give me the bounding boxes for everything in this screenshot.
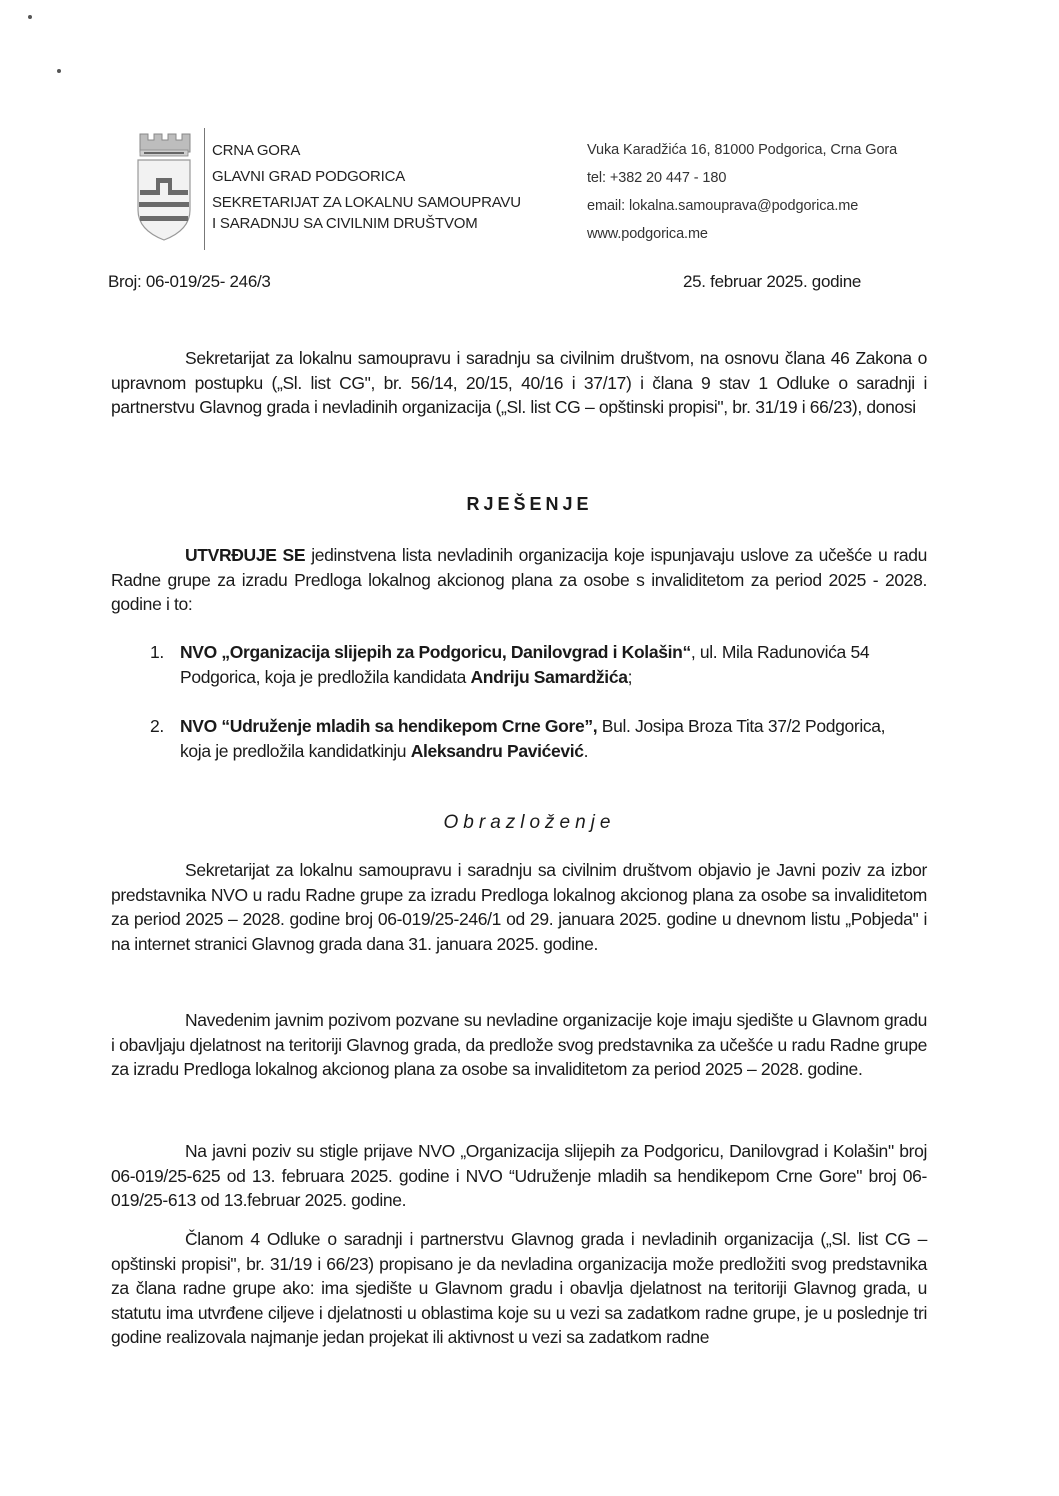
ngo-name: NVO “Udruženje mladih sa hendikepom Crne Gore”, [180,716,598,736]
reasoning-paragraph: Na javni poziv su stigle prijave NVO „Organizacija slijepih za Podgoricu, Danilovgrad i Kolašin" broj 06-019/25-625 od 13. februara 2025. godine i NVO “Udruženje mladih sa hendikepom Crne Gore" broj 06-019/25-613 od 13.februar 2025. godine. [111,1141,927,1210]
reasoning-paragraph: Navedenim javnim pozivom pozvane su nevladine organizacije koje imaju sjedište u Glavnom gradu i obavljaju djelatnost na teritoriji Glavnog grada, da predlože svog predstavnika za učešće u radu Radne grupe za izradu Predloga lokalnog akcionog plana za osobe sa invaliditetom za period 2025 – 2028. godine. [111,1010,927,1079]
ngo-name: NVO „Organizacija slijepih za Podgoricu, Danilovgrad i Kolašin“ [180,642,691,662]
email: email: lokalna.samouprava@podgorica.me [587,198,859,214]
department-name-line1: SEKRETARIJAT ZA LOKALNU SAMOUPRAVU [212,194,521,211]
decision-lead-text: jedinstvena lista nevladinih organizacija koje ispunjavaju uslove za učešće u radu Radne grupe za izradu Predloga lokalnog akcionog plana za osobe s invaliditetom za period 2025 - 2028. godine i to: [111,545,927,614]
podgorica-coat-of-arms-icon [132,132,196,242]
department-name-line2: I SARADNJU SA CIVILNIM DRUŠTVOM [212,215,478,232]
scan-speck [57,69,61,73]
reference-number: Broj: 06-019/25- 246/3 [108,272,271,291]
organization-block [212,138,521,234]
country-name: CRNA GORA [212,142,301,159]
punctuation: . [583,741,589,761]
preamble: Sekretarijat za lokalnu samoupravu i saradnju sa civilnim društvom, na osnovu člana 46 Zakona o upravnom postupku („Sl. list CG", br. 56/14, 20/15, 40/16 i 37/17) i člana 9 stav 1 Odluke o saradnji i partnerstvu Glavnog grada i nevladinih organizacija („Sl. list CG – opštinski propisi", br. 31/19 i 66/23), donosi [111,348,927,417]
reasoning-paragraph: Sekretarijat za lokalnu samoupravu i saradnju sa civilnim društvom objavio je Javni poziv za izbor predstavnika NVO u radu Radne grupe za izradu Predloga lokalnog akcionog plana za osobe sa invaliditetom za period 2025 – 2028. godine broj 06-019/25-246/1 od 29. januara 2025. godine u dnevnom listu „Pobjeda" i na internet stranici Glavnog grada dana 31. januara 2025. godine. [111,860,927,954]
punctuation: ; [627,667,633,687]
website: www.podgorica.me [587,226,708,242]
list-item-number: 2. [150,716,164,736]
decision-lead-bold: UTVRĐUJE SE [185,545,306,565]
phone: tel: +382 20 447 - 180 [587,170,727,186]
scan-speck [28,15,32,19]
ngo-details: , ul. Mila Radunovića 54 Podgorica, koja je predložila kandidata [180,642,870,687]
list-item [150,714,910,764]
document-date: 25. februar 2025. godine [683,272,862,291]
ngo-details: Bul. Josipa Broza Tita 37/2 Podgorica, koja je predložila kandidatkinju [180,716,886,761]
list-item-number: 1. [150,642,164,662]
list-item [150,640,910,690]
candidate-name: Andriju Samardžića [470,667,628,687]
city-name: GLAVNI GRAD PODGORICA [212,168,406,185]
decision-lead [111,543,927,617]
candidate-name: Aleksandru Pavićević [410,741,584,761]
header-divider [204,128,205,250]
letterhead [132,128,952,248]
decision-title: RJEŠENJE [466,494,593,514]
reasoning-title: Obrazloženje [443,812,616,833]
ngo-list [150,640,910,788]
contact-block [587,136,897,248]
reasoning-paragraph: Članom 4 Odluke o saradnji i partnerstvu Glavnog grada i nevladinih organizacija („Sl. list CG – opštinski propisi", br. 31/19 i 66/23) propisano je da nevladina organizacija može predložiti svog predstavnika za člana radne grupe ako: ima sjedište u Glavnom gradu i obavlja djelatnost na teritoriji Glavnog grada, u statutu ima utvrđene ciljeve i djelatnosti u oblastima koje su u vezi sa zadatkom radne grupe, je u poslednje tri godine realizovala najmanje jedan projekat ili aktivnost u vezi sa zadatkom radne [111,1229,927,1347]
address: Vuka Karadžića 16, 81000 Podgorica, Crna Gora [587,142,898,158]
